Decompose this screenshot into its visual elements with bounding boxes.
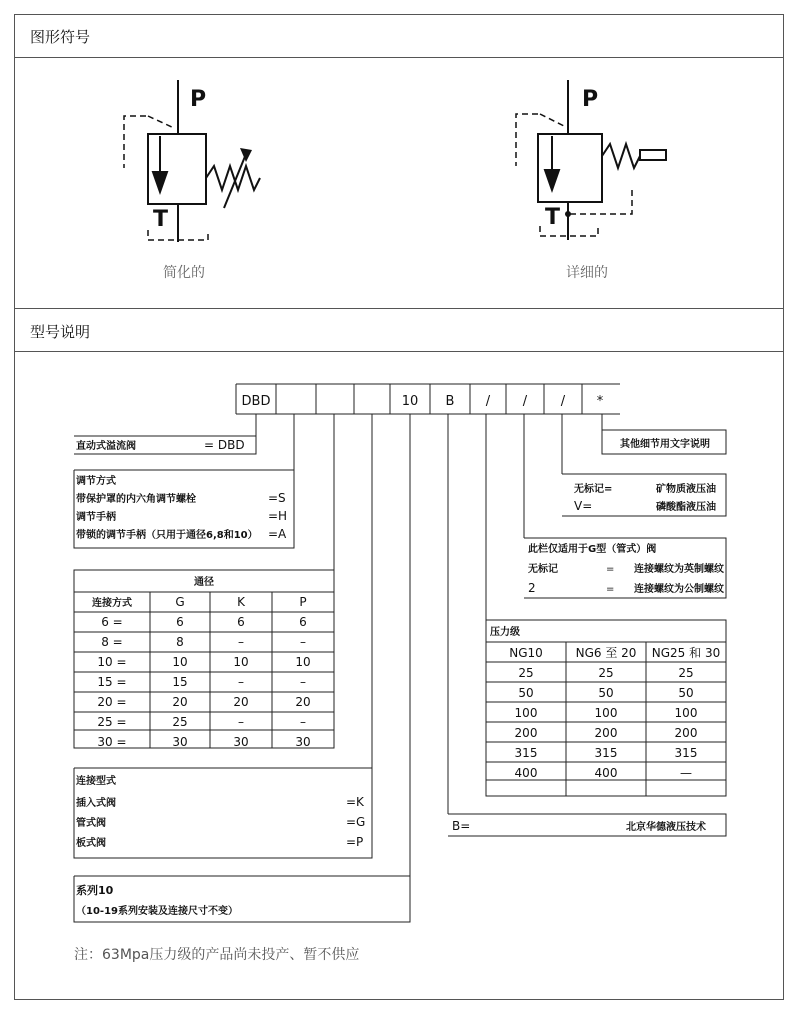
bore-cell: 25 [172, 715, 188, 729]
footnote: 注：63Mpa压力级的产品尚未投产、暂不供应 [74, 947, 360, 963]
bore-row [101, 615, 307, 629]
section-title: 图形符号 [30, 28, 91, 46]
pressure-header: NG10 [509, 646, 543, 660]
connection-row-value: =G [346, 815, 366, 829]
bore-cell: 30 [233, 735, 249, 749]
code-cell-slash: / [485, 394, 491, 409]
section-header-model [14, 308, 784, 352]
pressure-cell: 315 [594, 746, 618, 760]
pressure-cell: 315 [514, 746, 538, 760]
seal-key: 无标记= [574, 484, 613, 495]
pressure-cell: 200 [674, 726, 698, 740]
thread-eq: = [606, 584, 615, 595]
thread-value: 连接螺纹为公制螺纹 [634, 584, 724, 595]
bore-header: G [175, 595, 185, 609]
bore-cell: 25 = [97, 715, 127, 729]
bore-row [97, 735, 310, 749]
thread-eq: = [606, 564, 615, 575]
connection-title: 连接型式 [76, 776, 116, 787]
bore-row [97, 655, 310, 669]
bore-cell: 8 = [101, 635, 123, 649]
section-header-symbols [14, 14, 784, 58]
pressure-header: NG6 至 20 [575, 646, 637, 660]
code-cell-dbd: DBD [241, 394, 271, 409]
detail-caption: 详细的 [566, 265, 608, 281]
pressure-cell: 100 [674, 706, 698, 720]
seal-value: 矿物质液压油 [656, 484, 716, 495]
pressure-cell: 50 [598, 686, 614, 700]
bore-header: P [299, 595, 307, 609]
dbd-label: 直动式溢流阀 [76, 441, 136, 452]
adjust-title: 调节方式 [76, 476, 116, 487]
pressure-cell: 50 [518, 686, 534, 700]
bore-cell: 20 [233, 695, 249, 709]
thread-key: 2 [528, 581, 536, 595]
bore-cell: 10 = [97, 655, 127, 669]
bore-title: 通径 [194, 577, 214, 588]
bore-row [97, 715, 306, 729]
adjust-row-value: =H [268, 509, 288, 523]
other-label: 其他细节用文字说明 [620, 439, 710, 450]
bore-rows [97, 615, 310, 749]
series-line1: 系列10 [76, 884, 114, 897]
thread-key: 无标记 [528, 564, 558, 575]
bore-cell: 10 [172, 655, 188, 669]
maker-value: 北京华德液压技术 [626, 822, 706, 833]
adjust-row-label: 调节手柄 [76, 512, 116, 523]
bore-cell: 15 [172, 675, 188, 689]
bore-row [97, 675, 306, 689]
code-cell-series: 10 [401, 394, 419, 409]
model-code-diagram [0, 370, 800, 970]
connection-row-value: =P [346, 835, 364, 849]
pressure-cell: 100 [594, 706, 618, 720]
pressure-rows [515, 666, 698, 780]
pressure-cell: 200 [514, 726, 538, 740]
adjust-row-label: 带保护罩的内六角调节螺栓 [76, 494, 196, 505]
pressure-cell: 200 [594, 726, 618, 740]
connection-row-value: =K [346, 795, 364, 809]
pressure-header-row [509, 646, 720, 660]
simple-p-label: P [190, 87, 207, 112]
pressure-cell: — [680, 766, 692, 780]
bore-cell: – [300, 715, 306, 729]
code-cell-slash: / [560, 394, 566, 409]
series-line2: （10-19系列安装及连接尺寸不变） [76, 906, 238, 917]
thread-value: 连接螺纹为英制螺纹 [634, 564, 724, 575]
bore-cell: – [238, 675, 244, 689]
bore-cell: 10 [233, 655, 249, 669]
bore-cell: 30 [172, 735, 188, 749]
pressure-row [515, 726, 698, 740]
bore-cell: 20 [172, 695, 188, 709]
pressure-cell: 25 [678, 666, 694, 680]
pressure-cell: 400 [514, 766, 538, 780]
seal-value: 磷酸酯液压油 [656, 502, 716, 513]
bore-cell: 15 = [97, 675, 127, 689]
pressure-cell: 400 [594, 766, 618, 780]
bore-cell: 6 [176, 615, 184, 629]
pressure-title: 压力级 [490, 627, 520, 638]
pressure-row [515, 746, 698, 760]
pressure-row [515, 706, 698, 720]
bore-cell: 8 [176, 635, 184, 649]
bore-cell: 20 = [97, 695, 127, 709]
bore-header-row [92, 595, 307, 609]
thread-title: 此栏仅适用于G型（管式）阀 [528, 544, 657, 555]
connection-row-label: 管式阀 [76, 818, 106, 829]
simple-t-label: T [153, 207, 169, 232]
bore-row [101, 635, 306, 649]
connection-row-label: 板式阀 [76, 838, 106, 849]
pressure-row [515, 766, 692, 780]
bore-cell: 6 [237, 615, 245, 629]
bore-cell: 10 [295, 655, 311, 669]
seal-key: V= [574, 499, 593, 513]
maker-key: B= [452, 819, 471, 833]
section-title: 型号说明 [30, 323, 91, 341]
code-cell-maker: B [445, 394, 455, 409]
bore-cell: 6 [299, 615, 307, 629]
bore-cell: 6 = [101, 615, 123, 629]
detail-t-label: T [545, 205, 561, 230]
code-cell-slash: / [522, 394, 528, 409]
code-cell-asterisk: * [596, 394, 604, 409]
pressure-cell: 25 [518, 666, 534, 680]
bore-cell: – [300, 635, 306, 649]
bore-cell: 30 = [97, 735, 127, 749]
bore-row [97, 695, 310, 709]
pressure-cell: 25 [598, 666, 614, 680]
pressure-cell: 315 [674, 746, 698, 760]
adjust-row-value: =A [268, 527, 287, 541]
bore-cell: 30 [295, 735, 311, 749]
detail-p-label: P [582, 87, 599, 112]
connection-row-label: 插入式阀 [76, 798, 116, 809]
pressure-cell: 100 [514, 706, 538, 720]
pressure-header: NG25 和 30 [651, 646, 721, 660]
bore-cell: – [238, 715, 244, 729]
bore-header: K [237, 595, 245, 609]
simple-caption: 简化的 [163, 265, 205, 281]
dbd-value: = DBD [204, 438, 245, 452]
pressure-row [518, 686, 693, 700]
bore-header: 连接方式 [92, 598, 132, 609]
bore-cell: – [238, 635, 244, 649]
pressure-cell: 50 [678, 686, 694, 700]
adjust-row-value: =S [268, 491, 286, 505]
pressure-row [518, 666, 693, 680]
bore-cell: – [300, 675, 306, 689]
bore-cell: 20 [295, 695, 311, 709]
adjust-row-label: 带锁的调节手柄（只用于通径6,8和10） [76, 530, 258, 541]
